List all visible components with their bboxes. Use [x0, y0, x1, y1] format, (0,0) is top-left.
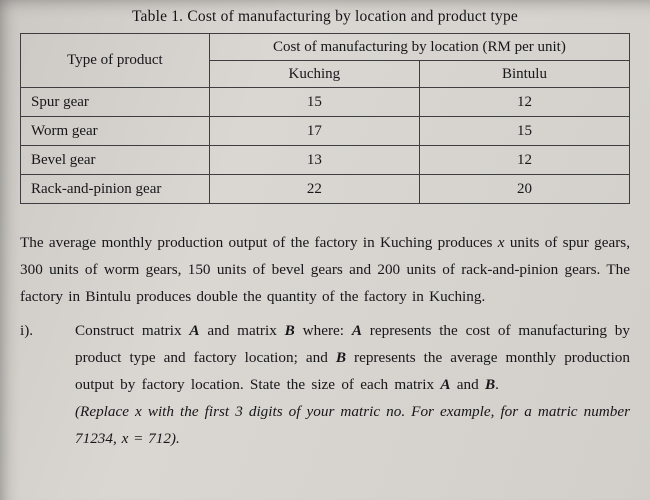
table-header-row-1 [21, 34, 630, 61]
kuching-cost: 22 [209, 175, 419, 204]
bintulu-cost: 12 [419, 146, 629, 175]
product-name: Bevel gear [21, 146, 210, 175]
kuching-cost: 17 [209, 117, 419, 146]
product-name: Worm gear [21, 117, 210, 146]
question-item-i [20, 317, 630, 452]
header-cost-group: Cost of manufacturing by location (RM per unit) [209, 34, 629, 61]
table-row [21, 88, 630, 117]
table-title: Table 1. Cost of manufacturing by location and product type [131, 8, 519, 25]
intro-paragraph: The average monthly production output of the factory in Kuching produces x units of spur gears, 300 units of worm gears, 150 units of bevel gears and 200 units of rack-and-pinion gears. The factory in Bintulu produces double the quantity of the factory in Kuching. [20, 234, 630, 305]
table-row [21, 175, 630, 204]
header-kuching: Kuching [209, 61, 419, 88]
header-bintulu: Bintulu [419, 61, 629, 88]
item-note: (Replace x with the first 3 digits of your matric no. For example, for a matric number 71234, x = 712). [75, 403, 630, 447]
table-row [21, 146, 630, 175]
kuching-cost: 15 [209, 88, 419, 117]
cost-table [20, 33, 630, 204]
bintulu-cost: 12 [419, 88, 629, 117]
product-name: Rack-and-pinion gear [21, 175, 210, 204]
kuching-cost: 13 [209, 146, 419, 175]
table-row [21, 117, 630, 146]
item-body [75, 317, 630, 452]
bintulu-cost: 20 [419, 175, 629, 204]
product-name: Spur gear [21, 88, 210, 117]
item-label: i). [20, 322, 34, 339]
item-text: Construct matrix A and matrix B where: A represents the cost of manufacturing by product type and factory location; and B represents the average monthly production output by factory location. State the size of each matrix A and B. [75, 322, 630, 393]
bintulu-cost: 15 [419, 117, 629, 146]
header-type-of-product: Type of product [21, 34, 210, 88]
